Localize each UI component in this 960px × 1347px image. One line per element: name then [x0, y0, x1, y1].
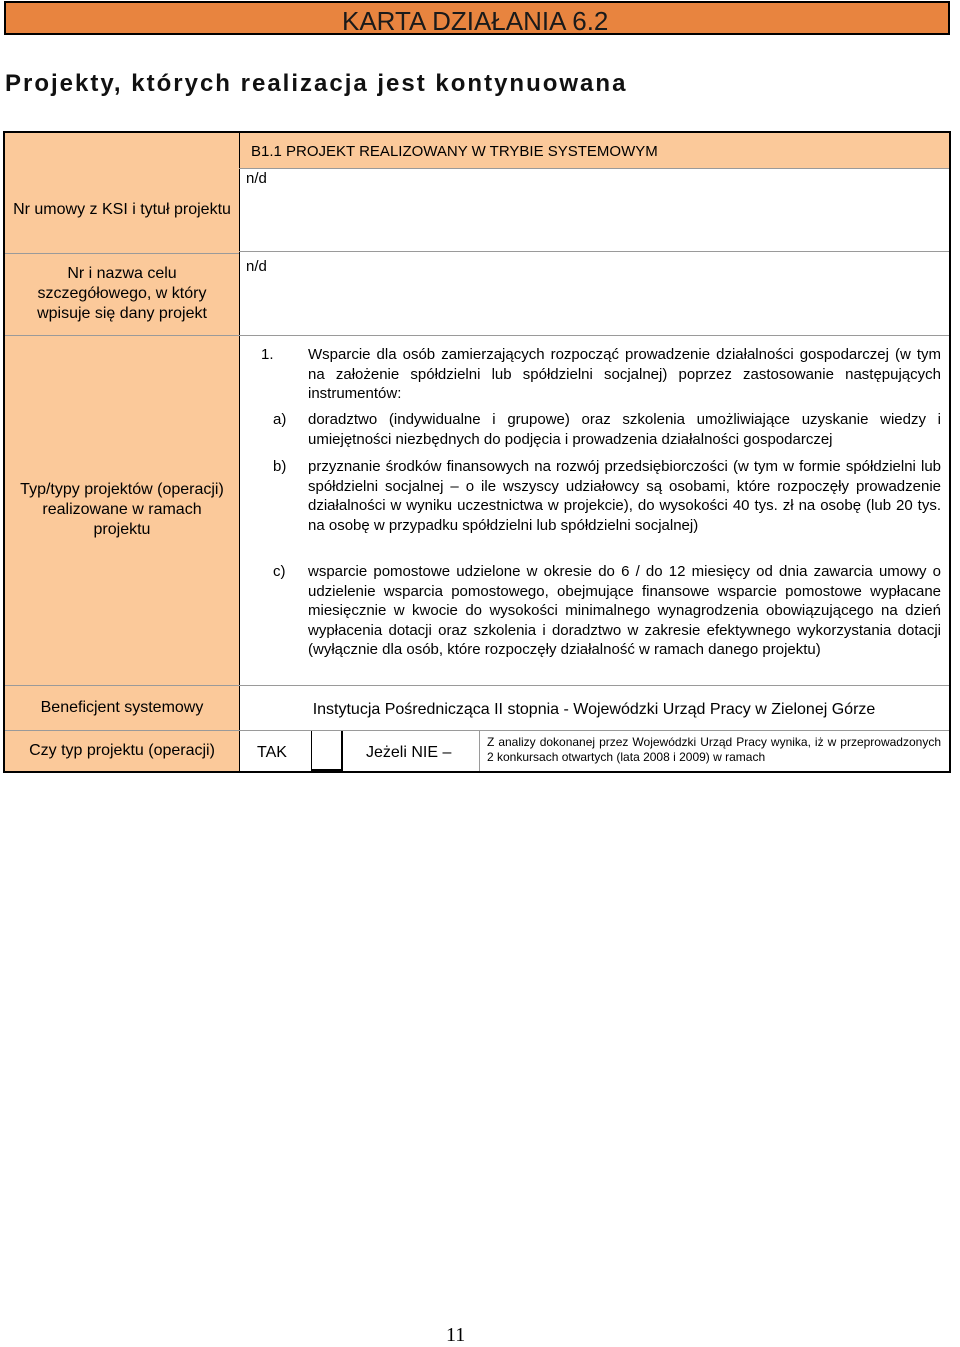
subitem-c-text: wsparcie pomostowe udzielone w okresie do 6 / do 12 miesięcy od dnia zawarcia umowy o udzielenie wsparcia pomostowego, obejmujące finansowe wsparcie pomostowe wypłacane miesięcznie w kwocie do wysokości minimalnego wynagrodzenia obowiązującego na dzień wypłacenia dotacji oraz szkolenia i doradztwo w zakresie efektywnego wykorzystania dotacji (wyłącznie dla osób, które rozpoczęły działalność w ramach danego projektu)	[308, 563, 941, 658]
beneficiary-label: Beneficjent systemowy	[40, 698, 204, 716]
item-text: Wsparcie dla osób zamierzających rozpocząć prowadzenie działalności gospodarczej (w tym na założenie spółdzielni lub spółdzielni socjalnej) poprzez zastosowanie następujących instrumentów:	[308, 346, 941, 402]
section-header: B1.1 PROJEKT REALIZOWANY W TRYBIE SYSTEMOWYM	[251, 143, 658, 160]
subitem-a-text: doradztwo (indywidualne i grupowe) oraz szkolenia umożliwiające uzyskanie wiedzy i umiejętności niezbędnych do podjęcia i prowadzenia działalności gospodarczej	[308, 411, 941, 448]
if-no-label: Jeżeli NIE –	[366, 744, 452, 761]
column-divider	[479, 730, 480, 771]
contract-label-cell	[5, 133, 239, 253]
row-divider	[5, 685, 949, 686]
subitem-c-marker: c)	[273, 563, 286, 580]
yes-checkbox[interactable]	[311, 730, 343, 771]
page-subtitle: Projekty, których realizacja jest kontynuowana	[5, 70, 628, 97]
continuation-label-cell	[5, 730, 239, 771]
continuation-note: Z analizy dokonanej przez Wojewódzki Urząd Pracy wynika, iż w przeprowadzonych 2 konkursach otwartych (lata 2008 i 2009) w ramach	[487, 735, 941, 764]
beneficiary-label-cell	[5, 685, 239, 730]
section-header-cell	[239, 133, 949, 168]
subitem-a-marker: a)	[273, 411, 287, 428]
page-number: 11	[446, 1324, 466, 1346]
objective-value: n/d	[246, 258, 267, 275]
subitem-b-text: przyznanie środków finansowych na rozwój przedsiębiorczości (w tym w formie spółdzielni lub spółdzielni socjalnej – o ile wszyscy udziałowcy są osobami, które rozpoczęły prowadzenie działalności w wyniku uczestnictwa w projekcie), do wysokości 40 tys. zł na osobę (lub 20 tys. na osobę w przypadku spółdzielni lub spółdzielni socjalnej)	[308, 458, 941, 534]
column-divider	[239, 133, 240, 773]
types-label-cell	[5, 335, 239, 685]
subitem-b-marker: b)	[273, 458, 287, 475]
row-divider	[239, 168, 949, 169]
card-title: KARTA DZIAŁANIA 6.2	[342, 6, 609, 36]
continuation-label: Czy typ projektu (operacji)	[29, 741, 215, 759]
project-table	[3, 131, 951, 773]
contract-value: n/d	[246, 170, 267, 187]
objective-label: Nr i nazwa celu szczegółowego, w który wpisuje się dany projekt	[37, 265, 207, 322]
beneficiary-value: Instytucja Pośrednicząca II stopnia - Wojewódzki Urząd Pracy w Zielonej Górze	[312, 701, 876, 718]
row-divider	[5, 730, 949, 731]
yes-label: TAK	[257, 744, 287, 761]
row-divider	[5, 253, 239, 254]
contract-label: Nr umowy z KSI i tytuł projektu	[13, 201, 231, 218]
objective-label-cell	[5, 253, 239, 335]
types-label: Typ/typy projektów (operacji) realizowane w ramach projektu	[20, 481, 224, 538]
row-divider	[239, 251, 949, 252]
card-title-bar	[4, 1, 950, 35]
row-divider	[5, 335, 949, 336]
item-number: 1.	[261, 346, 274, 363]
